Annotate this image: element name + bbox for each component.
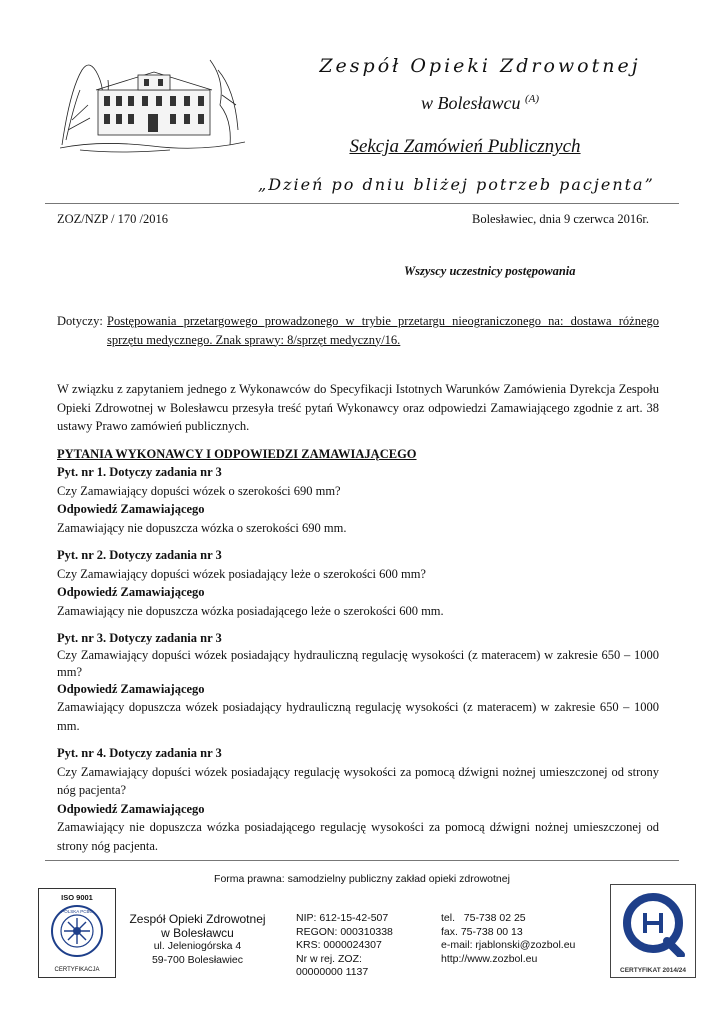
svg-text:POLSKA PCBC: POLSKA PCBC	[61, 909, 93, 914]
hospital-building-illustration	[60, 50, 245, 158]
subject-label: Dotyczy:	[57, 314, 103, 328]
footer-postal: 59-700 Bolesławiec	[151, 953, 244, 966]
answer-text: Zamawiający nie dopuszcza wózka posiadającego regulację wysokości za pomocą dźwigni nożnej umieszczonej od strony nóg pacjenta.	[57, 820, 659, 853]
question-heading: Pyt. nr 2. Dotyczy zadania nr 3	[57, 548, 222, 562]
addressee: Wszyscy uczestnicy postępowania	[404, 264, 576, 278]
footer-divider	[45, 860, 679, 861]
answer-label: Odpowiedź Zamawiającego	[57, 682, 205, 696]
motto: „Dzień po dniu bliżej potrzeb pacjenta”	[258, 175, 655, 194]
nip: NIP: 612-15-42-507	[296, 912, 389, 924]
email-link[interactable]: e-mail: rjablonski@zozbol.eu	[441, 939, 576, 951]
answer-text: Zamawiający dopuszcza wózek posiadający hydrauliczną regulację wysokości (z materacem) w zakresie 650 – 1000 mm.	[57, 700, 659, 733]
question-text: Czy Zamawiający dopuści wózek posiadający leże o szerokości 600 mm?	[57, 566, 426, 581]
footer-registry-block	[296, 912, 393, 980]
question-heading: Pyt. nr 1. Dotyczy zadania nr 3	[57, 465, 222, 479]
answer-label: Odpowiedź Zamawiającego	[57, 585, 205, 599]
pcbc-seal-icon	[50, 904, 104, 958]
qa-section-heading: PYTANIA WYKONAWCY I ODPOWIEDZI ZAMAWIAJĄCEGO	[57, 447, 417, 461]
header-divider	[45, 203, 679, 204]
question-text: Czy Zamawiający dopuści wózek posiadający hydrauliczną regulację wysokości (z materacem) w zakresie 650 – 1000 mm?	[57, 648, 659, 679]
website-link[interactable]: http://www.zozbol.eu	[441, 952, 538, 965]
qa-item	[57, 630, 659, 735]
quality-q-logo-icon	[619, 891, 687, 957]
qa-item	[57, 546, 659, 620]
organization-mark: (A)	[524, 93, 540, 105]
fax: fax. 75-738 00 13	[441, 925, 523, 938]
answer-label: Odpowiedź Zamawiającego	[57, 502, 205, 516]
question-text: Czy Zamawiający dopuści wózek o szerokości 690 mm?	[57, 483, 341, 498]
rej-value: 00000000 1137	[296, 966, 369, 978]
iso-9001-badge	[38, 888, 116, 978]
footer-org-block	[120, 912, 275, 967]
footer-contact-block	[441, 912, 575, 966]
footer-org-name: Zespół Opieki Zdrowotnej	[129, 912, 266, 926]
organization-location: w Bolesławcu $^{(A)}$	[420, 93, 540, 113]
quality-certificate-badge	[610, 884, 696, 978]
organization-name: Zespół Opieki Zdrowotnej	[319, 55, 641, 77]
phone: tel. 75-738 02 25	[441, 912, 526, 924]
krs: KRS: 0000024307	[296, 939, 382, 951]
iso-label: ISO 9001	[61, 893, 93, 902]
section-title: Sekcja Zamówień Publicznych	[349, 136, 581, 157]
regon: REGON: 000310338	[296, 925, 393, 938]
qa-item	[57, 463, 659, 537]
certificate-label: CERTYFIKAT 2014/24	[620, 967, 686, 974]
letter-date: Bolesławiec, dnia 9 czerwca 2016r.	[471, 212, 649, 226]
footer-org-city: w Bolesławcu	[161, 926, 234, 940]
question-text: Czy Zamawiający dopuści wózek posiadający regulację wysokości za pomocą dźwigni nożnej umieszczonej od strony nóg pacjenta?	[57, 764, 659, 797]
answer-text: Zamawiający nie dopuszcza wózka o szerokości 690 mm.	[57, 520, 347, 535]
qa-item	[57, 744, 659, 855]
answer-text: Zamawiający nie dopuszcza wózka posiadającego leże o szerokości 600 mm.	[57, 603, 444, 618]
iso-cert-text: CERTYFIKACJA	[54, 967, 100, 973]
question-heading: Pyt. nr 4. Dotyczy zadania nr 3	[57, 746, 222, 760]
reference-number: ZOZ/NZP / 170 /2016	[57, 212, 168, 226]
legal-form: Forma prawna: samodzielny publiczny zakład opieki zdrowotnej	[214, 873, 510, 885]
question-heading: Pyt. nr 3. Dotyczy zadania nr 3	[57, 631, 222, 645]
rej-label: Nr w rej. ZOZ:	[296, 952, 362, 965]
footer-street: ul. Jeleniogórska 4	[153, 940, 242, 952]
subject-text: Postępowania przetargowego prowadzonego w trybie przetargu nieograniczonego na: dostawa różnego sprzętu medycznego. Znak sprawy: 8/sprzęt medyczny/16.	[107, 314, 659, 347]
intro-paragraph: W związku z zapytaniem jednego z Wykonawców do Specyfikacji Istotnych Warunków Zamówienia Dyrekcja Zespołu Opieki Zdrowotnej w Bolesławcu przesyła treść pytań Wykonawcy oraz odpowiedzi Zamawiającego zgodnie z art. 38 ustawy Prawo zamówień publicznych.	[57, 382, 659, 433]
answer-label: Odpowiedź Zamawiającego	[57, 801, 205, 816]
